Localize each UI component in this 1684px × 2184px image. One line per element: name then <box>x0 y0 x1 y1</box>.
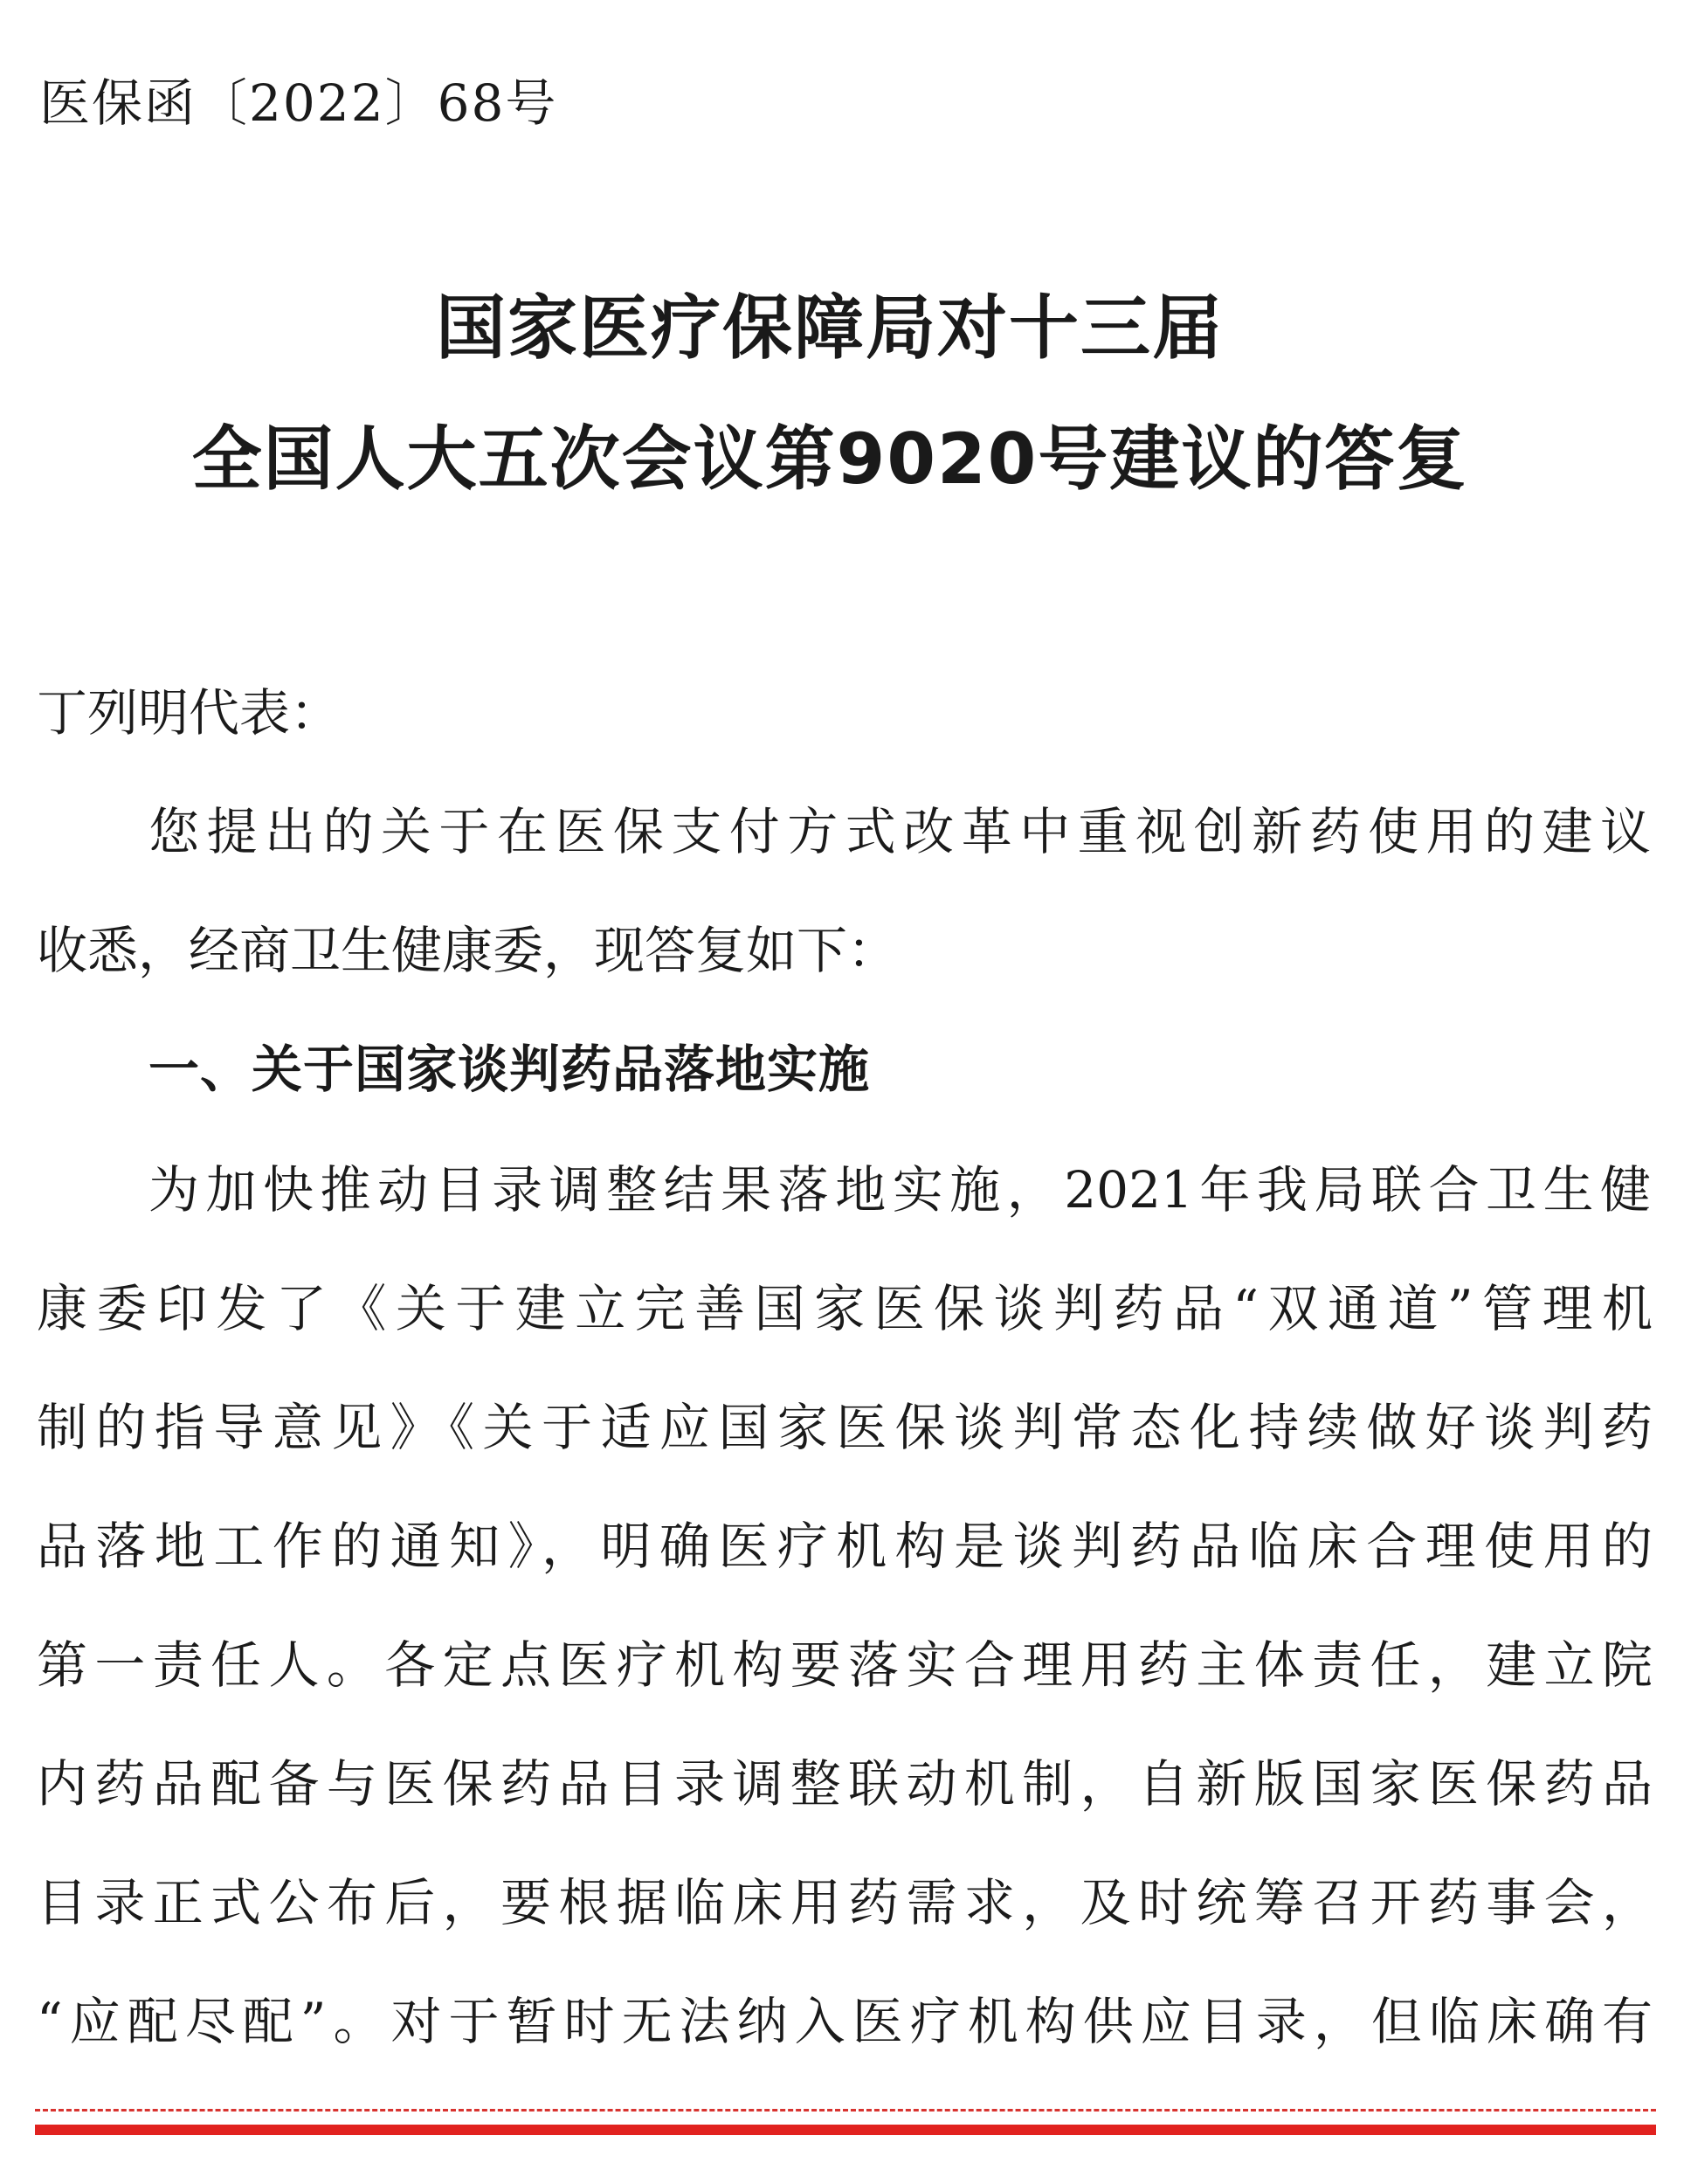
body-line: 康委印发了《关于建立完善国家医保谈判药品“双通道”管理机 <box>37 1279 1653 1338</box>
body-line: 内药品配备与医保药品目录调整联动机制，自新版国家医保药品 <box>37 1754 1653 1814</box>
salutation: 丁列明代表： <box>37 683 342 743</box>
section-heading: 一、关于国家谈判药品落地实施 <box>148 1040 871 1099</box>
body-line: 目录正式公布后，要根据临床用药需求，及时统筹召开药事会， <box>37 1873 1653 1932</box>
body-line: 您提出的关于在医保支付方式改革中重视创新药使用的建议 <box>148 802 1651 861</box>
body-line: “应配尽配”。对于暂时无法纳入医疗机构供应目录，但临床确有 <box>37 1992 1653 2051</box>
footer-rule-thin <box>35 2109 1656 2111</box>
document-title-line-2: 全国人大五次会议第9020号建议的答复 <box>191 418 1468 500</box>
body-line: 品落地工作的通知》，明确医疗机构是谈判药品临床合理使用的 <box>37 1517 1653 1576</box>
body-line: 制的指导意见》《关于适应国家医保谈判常态化持续做好谈判药 <box>37 1398 1653 1457</box>
body-line: 收悉，经商卫生健康委，现答复如下： <box>37 921 899 980</box>
document-title-line-1: 国家医疗保障局对十三届 <box>436 287 1224 369</box>
body-line: 为加快推动目录调整结果落地实施，2021年我局联合卫生健 <box>148 1160 1651 1220</box>
footer-rule-thick <box>35 2125 1656 2135</box>
body-line: 第一责任人。各定点医疗机构要落实合理用药主体责任，建立院 <box>37 1635 1653 1695</box>
document-number: 医保函〔2022〕68号 <box>39 73 558 133</box>
